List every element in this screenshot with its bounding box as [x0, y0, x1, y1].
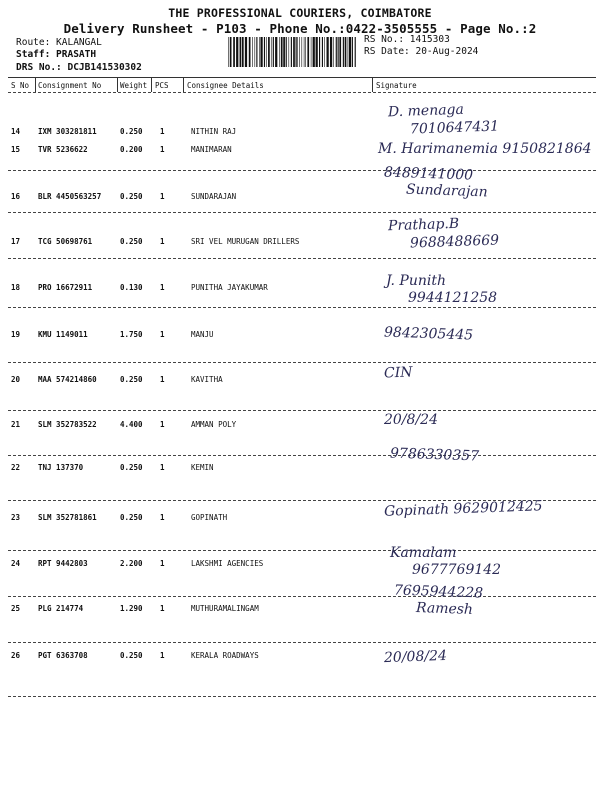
col-header-pcs: PCS [155, 81, 169, 90]
signature-handwriting [376, 166, 598, 206]
row-consignee: MANJU [191, 330, 214, 339]
row-pcs: 1 [160, 559, 165, 568]
signature-text: 8489141000 [383, 164, 474, 184]
col-header-consignment: Consignment No [38, 81, 102, 90]
signature-handwriting [376, 447, 598, 487]
signature-text: Prathap.B [387, 215, 460, 235]
row-consignee: MANIMARAN [191, 145, 232, 154]
col-header-sno: S No [11, 81, 30, 90]
row-weight: 0.250 [120, 513, 143, 522]
row-weight: 2.200 [120, 559, 143, 568]
row-sno: 23 [11, 513, 21, 522]
rs-date: RS Date: 20-Aug-2024 [364, 46, 479, 57]
row-weight: 0.250 [120, 237, 143, 246]
col-header-weight: Weight [120, 81, 148, 90]
row-sno: 14 [11, 127, 21, 136]
signature-handwriting [376, 103, 598, 143]
row-weight: 0.250 [120, 127, 143, 136]
company-title: THE PROFESSIONAL COURIERS, COIMBATORE [168, 6, 432, 20]
signature-text: 9677769142 [412, 562, 502, 578]
row-sno: 20 [11, 375, 21, 384]
signature-text: Gopinath 9629012425 [383, 498, 543, 520]
row-pcs: 1 [160, 330, 165, 339]
row-pcs: 1 [160, 513, 165, 522]
drs-number: DRS No.: DCJB141530302 [16, 62, 142, 73]
signature-text: Kamalam [390, 545, 457, 561]
row-weight: 1.750 [120, 330, 143, 339]
row-consignment-no: KMU 1149011 [38, 330, 88, 339]
row-consignment-no: RPT 9442803 [38, 559, 88, 568]
row-weight: 0.130 [120, 283, 143, 292]
row-consignment-no: SLM 352783522 [38, 420, 97, 429]
row-consignment-no: IXM 303281811 [38, 127, 97, 136]
row-consignment-no: PLG 214774 [38, 604, 84, 613]
row-sno: 17 [11, 237, 21, 246]
signature-text: M. Harimanemia 9150821864 [378, 141, 592, 157]
column-divider [35, 77, 36, 92]
signature-handwriting [376, 217, 598, 257]
row-consignee: NITHIN RAJ [191, 127, 237, 136]
column-divider [183, 77, 184, 92]
signature-text: 20/08/24 [383, 647, 448, 667]
row-sno: 15 [11, 145, 21, 154]
row-pcs: 1 [160, 145, 165, 154]
row-pcs: 1 [160, 127, 165, 136]
col-header-signature: Signature [376, 81, 417, 90]
row-sno: 19 [11, 330, 21, 339]
row-consignee: LAKSHMI AGENCIES [191, 559, 264, 568]
column-divider [117, 77, 118, 92]
signature-text: 20/8/24 [384, 412, 438, 428]
row-pcs: 1 [160, 604, 165, 613]
row-consignment-no: PRO 16672911 [38, 283, 93, 292]
row-weight: 0.250 [120, 192, 143, 201]
row-pcs: 1 [160, 375, 165, 384]
signature-handwriting [376, 365, 598, 405]
barcode-image [228, 37, 358, 67]
signature-text: D. menaga [387, 101, 465, 121]
signature-text: 9944121258 [408, 290, 498, 306]
row-weight: 0.250 [120, 375, 143, 384]
row-sno: 24 [11, 559, 21, 568]
row-sno: 21 [11, 420, 21, 429]
signature-text: Ramesh [415, 600, 474, 618]
signature-text: Sundarajan [405, 181, 488, 201]
row-pcs: 1 [160, 283, 165, 292]
row-consignment-no: TNJ 137370 [38, 463, 84, 472]
row-pcs: 1 [160, 192, 165, 201]
row-consignment-no: BLR 4450563257 [38, 192, 102, 201]
col-header-consignee: Consignee Details [187, 81, 264, 90]
row-sno: 25 [11, 604, 21, 613]
signature-handwriting [376, 545, 598, 585]
rs-number: RS No.: 1415303 [364, 34, 450, 45]
signature-handwriting [376, 649, 598, 689]
row-pcs: 1 [160, 651, 165, 660]
row-consignee: KAVITHA [191, 375, 223, 384]
row-weight: 0.200 [120, 145, 143, 154]
row-separator [8, 212, 596, 213]
row-consignee: MUTHURAMALINGAM [191, 604, 259, 613]
signature-handwriting [376, 273, 598, 313]
row-sno: 16 [11, 192, 21, 201]
row-consignee: SUNDARAJAN [191, 192, 237, 201]
row-sno: 26 [11, 651, 21, 660]
signature-text: 9786330357 [389, 445, 480, 465]
row-separator [8, 258, 596, 259]
route-label: Route: KALANGAL [16, 37, 102, 48]
signature-handwriting [376, 498, 598, 541]
row-weight: 1.290 [120, 604, 143, 613]
column-divider [372, 77, 373, 92]
row-consignee: KERALA ROADWAYS [191, 651, 259, 660]
row-separator [8, 642, 596, 643]
row-separator [8, 410, 596, 411]
signature-text: 7695944228 [393, 582, 484, 602]
row-pcs: 1 [160, 463, 165, 472]
row-consignee: KEMIN [191, 463, 214, 472]
signature-text: J. Punith [386, 273, 446, 289]
row-pcs: 1 [160, 237, 165, 246]
row-sno: 18 [11, 283, 21, 292]
header-divider [8, 92, 596, 93]
row-consignment-no: SLM 352781861 [38, 513, 97, 522]
column-divider [151, 77, 152, 92]
staff-label: Staff: PRASATH [16, 49, 97, 60]
table-top-border [8, 77, 596, 78]
row-consignee: AMMAN POLY [191, 420, 237, 429]
row-consignee: SRI VEL MURUGAN DRILLERS [191, 237, 300, 246]
row-consignment-no: TVR 5236622 [38, 145, 88, 154]
row-weight: 0.250 [120, 463, 143, 472]
signature-text: 7010647431 [409, 118, 500, 138]
row-consignment-no: TCG 50698761 [38, 237, 93, 246]
row-weight: 0.250 [120, 651, 143, 660]
row-separator [8, 696, 596, 697]
runsheet-subtitle: Delivery Runsheet - P103 - Phone No.:0422-3505555 - Page No.:2 [63, 21, 537, 36]
row-pcs: 1 [160, 420, 165, 429]
row-sno: 22 [11, 463, 21, 472]
row-weight: 4.400 [120, 420, 143, 429]
signature-text: 9842305445 [383, 324, 474, 344]
row-consignee: GOPINATH [191, 513, 228, 522]
signature-text: CIN [383, 364, 413, 382]
row-consignment-no: MAA 574214860 [38, 375, 97, 384]
signature-handwriting [376, 584, 598, 624]
signature-text: 9688488669 [409, 232, 500, 252]
row-consignee: PUNITHA JAYAKUMAR [191, 283, 268, 292]
row-consignment-no: PGT 6363708 [38, 651, 88, 660]
signature-handwriting [376, 326, 598, 366]
